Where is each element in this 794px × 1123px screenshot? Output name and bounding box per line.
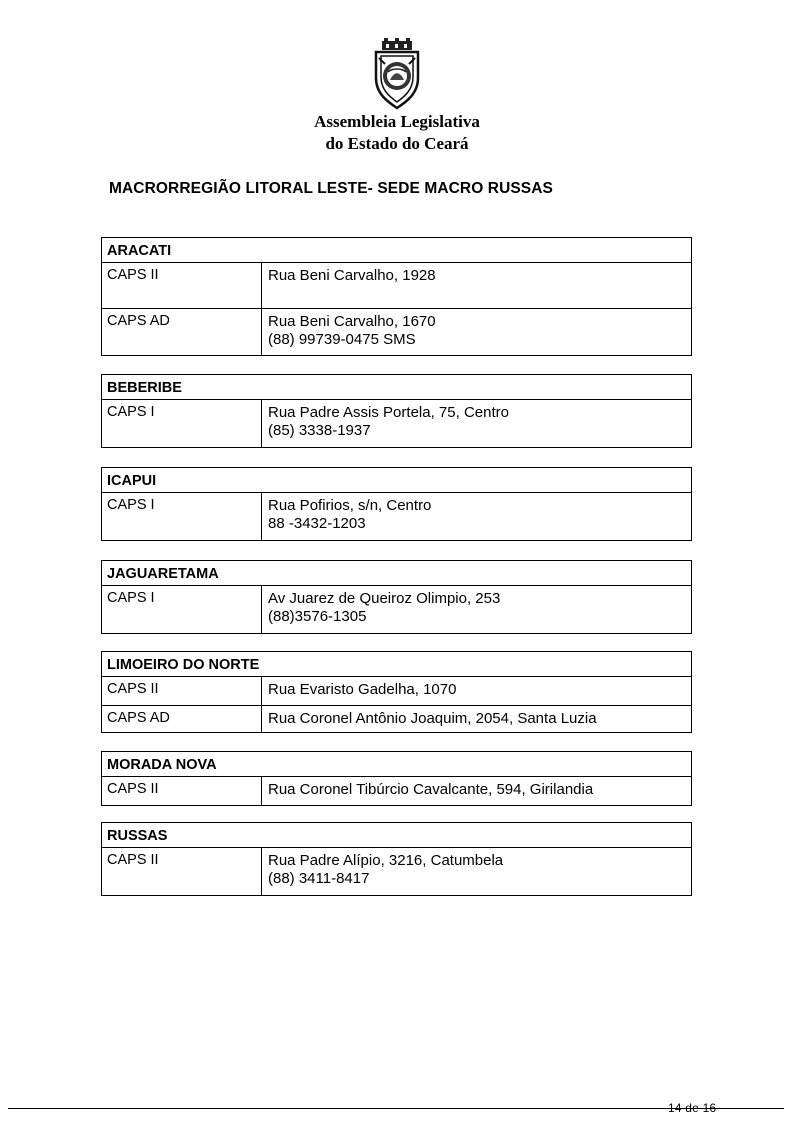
unit-type: CAPS AD bbox=[102, 706, 262, 732]
phone-line: (88) 99739-0475 SMS bbox=[268, 331, 416, 348]
institution-name: Assembleia Legislativa bbox=[314, 112, 480, 131]
unit-type: CAPS II bbox=[102, 848, 262, 895]
city-name: LIMOEIRO DO NORTE bbox=[102, 652, 691, 677]
address-line: Av Juarez de Queiroz Olimpio, 253 bbox=[268, 590, 501, 607]
city-name: RUSSAS bbox=[102, 823, 691, 848]
city-table-icapui bbox=[101, 467, 692, 541]
address-line: Rua Padre Assis Portela, 75, Centro bbox=[268, 404, 509, 421]
address-line: Rua Beni Carvalho, 1928 bbox=[268, 267, 436, 284]
city-table-aracati bbox=[101, 237, 692, 356]
unit-type: CAPS II bbox=[102, 677, 262, 705]
phone-line: (88)3576-1305 bbox=[268, 608, 367, 625]
unit-type: CAPS II bbox=[102, 263, 262, 308]
city-name: ICAPUI bbox=[102, 468, 691, 493]
table-row bbox=[102, 705, 691, 732]
unit-address bbox=[262, 706, 691, 732]
phone-line: (88) 3411-8417 bbox=[268, 870, 370, 887]
unit-address bbox=[262, 309, 691, 355]
page-title: MACRORREGIÃO LITORAL LESTE- SEDE MACRO RUSSAS bbox=[109, 180, 553, 197]
address-line: Rua Beni Carvalho, 1670 bbox=[268, 313, 436, 330]
unit-address bbox=[262, 493, 691, 540]
unit-address bbox=[262, 263, 691, 308]
address-line: Rua Coronel Tibúrcio Cavalcante, 594, Girilandia bbox=[268, 781, 594, 798]
letterhead bbox=[0, 38, 794, 154]
unit-type: CAPS I bbox=[102, 586, 262, 633]
table-row bbox=[102, 308, 691, 355]
unit-type: CAPS AD bbox=[102, 309, 262, 355]
table-row bbox=[102, 400, 691, 447]
phone-line: (85) 3338-1937 bbox=[268, 422, 371, 439]
table-row bbox=[102, 677, 691, 705]
unit-address bbox=[262, 848, 691, 895]
table-row bbox=[102, 263, 691, 308]
address-line: Rua Padre Alípio, 3216, Catumbela bbox=[268, 852, 504, 869]
unit-address bbox=[262, 586, 691, 633]
table-row bbox=[102, 848, 691, 895]
phone-line: 88 -3432-1203 bbox=[268, 515, 366, 532]
city-table-russas bbox=[101, 822, 692, 896]
table-row bbox=[102, 777, 691, 805]
unit-type: CAPS I bbox=[102, 400, 262, 447]
unit-address bbox=[262, 777, 691, 805]
city-name: MORADA NOVA bbox=[102, 752, 691, 777]
table-row bbox=[102, 493, 691, 540]
city-table-beberibe bbox=[101, 374, 692, 448]
address-line: Rua Pofirios, s/n, Centro bbox=[268, 497, 432, 514]
city-table-morada-nova bbox=[101, 751, 692, 806]
city-table-jaguaretama bbox=[101, 560, 692, 634]
city-name: JAGUARETAMA bbox=[102, 561, 691, 586]
city-table-limoeiro-do-norte bbox=[101, 651, 692, 733]
unit-address bbox=[262, 400, 691, 447]
unit-type: CAPS I bbox=[102, 493, 262, 540]
address-line: Rua Coronel Antônio Joaquim, 2054, Santa Luzia bbox=[268, 710, 597, 727]
city-name: BEBERIBE bbox=[102, 375, 691, 400]
page-number: 14 de 16 bbox=[668, 1101, 717, 1115]
coat-of-arms-icon bbox=[366, 38, 428, 110]
address-line: Rua Evaristo Gadelha, 1070 bbox=[268, 681, 457, 698]
city-name: ARACATI bbox=[102, 238, 691, 263]
unit-address bbox=[262, 677, 691, 705]
institution-state: do Estado do Ceará bbox=[325, 134, 469, 153]
unit-type: CAPS II bbox=[102, 777, 262, 805]
table-row bbox=[102, 586, 691, 633]
